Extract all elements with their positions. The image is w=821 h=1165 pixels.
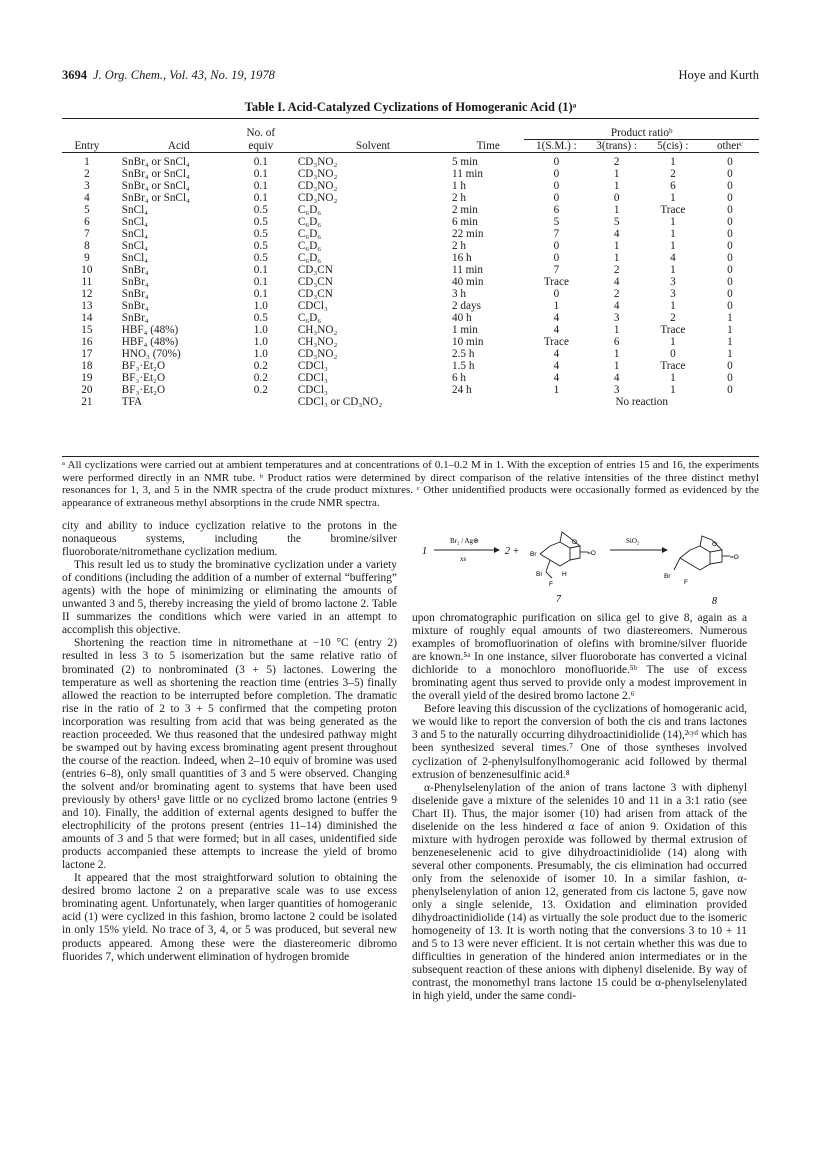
col-p3: 3(trans) :: [588, 140, 645, 153]
table-cell-acid: SnCl₄: [121, 228, 149, 240]
table-row: [62, 228, 759, 240]
table-cell-solvent: CD₃NO₂: [297, 168, 338, 180]
table-cell-acid: HBF₄ (48%): [121, 336, 179, 348]
table-cell-entry: 7: [84, 228, 90, 240]
table-cell-p3: 3: [613, 312, 620, 324]
atom-carbonyl-o: =O: [587, 550, 596, 557]
paragraph: This result led us to study the brominative cyclization under a variety of conditions (including the addition of a number of external “buffering” agents) with the hope of minimizing or eliminating the amounts of unwanted 3 and 5, thereby increasing the yield of bromo lactone 2. Table II summarizes the conditions which were varied in an attempt to accomplish this objective.: [62, 559, 397, 637]
col-equiv: equiv: [248, 139, 274, 152]
table-cell-time: 6 h: [452, 372, 467, 384]
table-cell-time: 2.5 h: [452, 348, 475, 360]
table-cell-p1: 0: [553, 156, 560, 168]
table-cell-entry: 5: [84, 204, 90, 216]
table-row: [62, 336, 759, 348]
table-cell-solvent: CD₃NO₂: [297, 348, 338, 360]
table-cell-entry: 12: [81, 288, 93, 300]
left-column: [62, 520, 397, 964]
table-cell-time: 40 min: [452, 276, 484, 288]
table-cell-solvent: CDCl₃: [297, 300, 328, 312]
page-number: 3694: [62, 68, 87, 82]
table-cell-solvent: C₆D₆: [297, 240, 322, 252]
table-cell-po: 0: [727, 300, 733, 312]
col-time: Time: [476, 139, 500, 152]
table-cell-po: 0: [727, 384, 733, 396]
table-cell-p3: 4: [613, 300, 620, 312]
structure-8: [674, 536, 730, 570]
table-cell-p3: 4: [613, 228, 620, 240]
table-cell-p3: 0: [613, 192, 620, 204]
table-cell-solvent: CH₃NO₂: [297, 324, 338, 336]
table-cell-equiv: 0.5: [253, 216, 268, 228]
table-cell-p3: 1: [613, 324, 620, 336]
table-cell-acid: TFA: [121, 396, 143, 408]
atom-br: Br: [536, 571, 543, 578]
table-cell-acid: SnCl₄: [121, 240, 149, 252]
table-cell-p5: Trace: [660, 324, 686, 336]
table-cell-po: 0: [727, 360, 733, 372]
table-cell-p5: 0: [670, 348, 676, 360]
atom-carbonyl-o: =O: [730, 554, 739, 561]
table-cell-entry: 21: [81, 396, 93, 408]
atom-o: O: [712, 541, 718, 548]
table-cell-p5: 1: [670, 216, 676, 228]
table-cell-time: 40 h: [452, 312, 472, 324]
table-cell-p3: 4: [613, 372, 620, 384]
table-cell-equiv: 1.0: [253, 348, 268, 360]
table-cell-p3: 1: [613, 168, 620, 180]
atom-o: O: [572, 539, 578, 546]
table-cell-entry: 15: [81, 324, 93, 336]
table-cell-time: 2 days: [452, 300, 481, 312]
table-cell-po: 0: [727, 156, 733, 168]
table-cell-solvent: C₆D₆: [297, 216, 322, 228]
table-cell-equiv: [236, 396, 286, 408]
table-cell-solvent: C₆D₆: [297, 252, 322, 264]
table-cell-entry: 3: [84, 180, 90, 192]
table-cell-equiv: 0.2: [253, 384, 268, 396]
table-cell-equiv: 0.5: [253, 228, 268, 240]
table-cell-entry: 17: [81, 348, 93, 360]
table-cell-equiv: 0.1: [253, 288, 268, 300]
table-cell-p3: 3: [613, 384, 620, 396]
table-cell-time: 2 min: [452, 204, 478, 216]
table-cell-time: 10 min: [452, 336, 484, 348]
table-cell-p1: 7: [553, 264, 560, 276]
table-cell-solvent: CDCl₃: [297, 384, 328, 396]
table-cell-p1: 4: [553, 360, 560, 372]
col-product-ratio: Product ratioᵇ: [610, 127, 673, 139]
table-cell-entry: 6: [84, 216, 90, 228]
label-compound-8: 8: [712, 596, 717, 607]
table-cell-equiv: 0.2: [253, 360, 268, 372]
table-cell-p1: 0: [553, 168, 560, 180]
table-cell-time: 11 min: [452, 264, 484, 276]
table-cell-po: 0: [727, 276, 733, 288]
table-cell-solvent: C₆D₆: [297, 228, 322, 240]
table-cell-p5: 1: [670, 336, 676, 348]
table-cell-entry: 18: [81, 360, 93, 372]
table-row: [62, 348, 759, 360]
table-cell-p5: 1: [670, 192, 676, 204]
table-cell-time: 6 min: [452, 216, 478, 228]
table-cell-po: 0: [727, 192, 733, 204]
table-cell-acid: SnBr₄: [121, 312, 149, 324]
table-cell-acid: HNO₃ (70%): [121, 348, 181, 360]
table-cell-note: No reaction: [615, 396, 668, 408]
table-cell-equiv: 0.5: [253, 240, 268, 252]
table-cell-po: 1: [727, 348, 733, 360]
table-top-rule: [62, 118, 759, 119]
table-cell-time: 1 h: [452, 180, 467, 192]
table-cell-po: 1: [727, 324, 733, 336]
table-cell-po: 0: [727, 252, 733, 264]
running-header: [62, 68, 759, 84]
right-column: [412, 612, 747, 1003]
table-cell-acid: SnCl₄: [121, 204, 149, 216]
scheme-drawing: [412, 528, 747, 610]
table-cell-p5: 1: [670, 228, 676, 240]
table-cell-time: 2 h: [452, 240, 467, 252]
table-cell-p1: 4: [553, 312, 560, 324]
table-cell-equiv: 1.0: [253, 336, 268, 348]
table-cell-entry: 13: [81, 300, 93, 312]
table-row: [62, 153, 759, 169]
col-entry: Entry: [74, 139, 100, 152]
table-cell-acid: BF₃·Et₂O: [121, 360, 166, 372]
table-row: [62, 264, 759, 276]
table-cell-acid: SnBr₄ or SnCl₄: [121, 180, 190, 192]
table-cell-p1: 7: [553, 228, 560, 240]
table-cell-equiv: 0.1: [253, 168, 268, 180]
table-cell-equiv: 0.1: [253, 156, 268, 168]
paragraph: upon chromatographic purification on silica gel to give 8, again as a mixture of roughly equal amounts of two diastereomers. Numerous examples of bromofluorination of olefins with bromine/silver fluoride are known.⁵ᵃ In one instance, silver fluoroborate has converted a vicinal dichloride to a monochloro monofluoride.⁵ᵇ The use of excess brominating agent thus served to provide only a modest improvement in the overall yield of the desired bromo lactone 2.⁶: [412, 612, 747, 703]
table-cell-p5: 1: [670, 300, 676, 312]
table-cell-time: 11 min: [452, 168, 484, 180]
table-cell-p5: 1: [670, 384, 676, 396]
table-cell-acid: SnBr₄: [121, 264, 149, 276]
table-cell-time: 3 h: [452, 288, 467, 300]
table-cell-p3: 2: [613, 288, 620, 300]
table-cell-po: 0: [727, 216, 733, 228]
results-table: [62, 127, 759, 408]
table-cell-entry: 19: [81, 372, 93, 384]
table-cell-p3: 1: [613, 240, 620, 252]
table-cell-p5: Trace: [660, 204, 686, 216]
table-cell-equiv: 0.5: [253, 252, 268, 264]
table-row: [62, 240, 759, 252]
table-cell-p1: 0: [553, 288, 560, 300]
table-cell-entry: 20: [81, 384, 93, 396]
col-equiv-top: No. of: [246, 127, 276, 140]
table-cell-p1: 0: [553, 180, 560, 192]
table-row: [62, 252, 759, 264]
table-row: [62, 204, 759, 216]
table-cell-solvent: CD₃NO₂: [297, 180, 338, 192]
table-cell-p1: 1: [553, 384, 560, 396]
table-cell-po: 0: [727, 264, 733, 276]
table-cell-p5: 4: [670, 252, 676, 264]
table-cell-p5: 3: [670, 288, 676, 300]
table-cell-acid: SnCl₄: [121, 252, 149, 264]
table-cell-time: 1 min: [452, 324, 478, 336]
table-cell-time: [448, 396, 524, 408]
table-footnotes: ᵃ All cyclizations were carried out at ambient temperatures and at concentrations of 0.1–0.2 M in 1. With the exception of entries 15 and 16, the experiments were performed directly in an NMR tube. ᵇ Product ratios were determined by direct comparison of the relative intensities of the three distinct methyl resonances for 1, 3, and 5 in the NMR spectra of the crude product mixtures. ᶜ Other unidentified products were occasionally formed as evidenced by the appearance of extraneous methyl absorptions in the crude NMR spectra.: [62, 459, 759, 509]
table-cell-acid: BF₃·Et₂O: [121, 384, 166, 396]
table-cell-solvent: CD₃NO₂: [297, 192, 338, 204]
paragraph: Before leaving this discussion of the cyclizations of homogeranic acid, we would like to report the conversion of both the cis and trans lactones 3 and 5 to the naturally occurring dihydroactinidiolide (14),²ᶜʸᵈ which has been synthesized several times.⁷ One of those syntheses involved cyclization of 2-phenylsulfonylhomogeranic acid followed by thermal extrusion of benzenesulfinic acid.⁸: [412, 703, 747, 781]
paragraph: It appeared that the most straightforward solution to obtaining the desired bromo lactone 2 on a preparative scale was to use excess brominating agent. Unfortunately, when larger quantities of homogeranic acid (1) were cyclized in this fashion, bromo lactone 2 could be isolated in only 15% yield. No trace of 3, 4, or 5 was produced, but several new products appeared. Among these were the diastereomeric dibromo fluorides 7, which underwent elimination of hydrogen bromide: [62, 872, 397, 963]
table-cell-p5: Trace: [660, 360, 686, 372]
paragraph: α-Phenylselenylation of the anion of trans lactone 3 with diphenyl diselenide gave a mixture of the selenides 10 and 11 in a 3:1 ratio (see Chart II). Thus, the major isomer (10) had arisen from attack of the diselenide on the less hindered α face of anion 9. Oxidation of this mixture with hydrogen peroxide was followed by thermal extrusion of benzeneselenenic acid to give dihydroactinidiolide (14) along with several other components. Presumably, the cis elimination had occurred only from the selenoxide of isomer 10. In a similar fashion, α-phenylselenylation of anion 12, generated from cis lactone 5, gave now only a single selenide, 13. Oxidation and elimination provided dihydroactinidiolide (14) as virtually the sole product due to the isomeric homogeneity of 13. It is worth noting that the conversions 3 to 10 + 11 and 5 to 13 were never efficient. It is not certain whether this was due to difficulties in generation of the hindered anion intermediates or in the subsequent reaction of these anions with diphenyl diselenide. By way of contrast, the monomethyl trans lactone 15 could be α-phenylselenylated in high yield, under the same condi-: [412, 781, 747, 1003]
table-cell-po: 1: [727, 312, 733, 324]
table-cell-acid: SnBr₄ or SnCl₄: [121, 192, 190, 204]
table-cell-po: 1: [727, 336, 733, 348]
table-cell-p1: 4: [553, 348, 560, 360]
table-cell-time: 16 h: [452, 252, 472, 264]
table-cell-p1: Trace: [543, 276, 569, 288]
table-cell-solvent: C₆D₆: [297, 204, 322, 216]
table-cell-acid: SnBr₄ or SnCl₄: [121, 156, 190, 168]
table-cell-equiv: 0.1: [253, 180, 268, 192]
table-cell-time: 5 min: [452, 156, 478, 168]
atom-f: F: [549, 581, 553, 588]
table-cell-solvent: CDCl₃ or CD₃NO₂: [297, 396, 383, 408]
table-cell-po: 0: [727, 372, 733, 384]
table-row: [62, 192, 759, 204]
table-cell-acid: SnCl₄: [121, 216, 149, 228]
table-row: [62, 372, 759, 384]
table-cell-p5: 1: [670, 372, 676, 384]
table-cell-acid: SnBr₄: [121, 276, 149, 288]
table-cell-equiv: 0.1: [253, 276, 268, 288]
table-cell-p3: 4: [613, 276, 620, 288]
table-cell-po: 0: [727, 204, 733, 216]
table-cell-p1: 6: [553, 204, 560, 216]
scheme-reagent: Br₂ / Ag⊕: [450, 537, 479, 545]
table-cell-po: 0: [727, 240, 733, 252]
table-cell-acid: SnBr₄: [121, 288, 149, 300]
table-cell-p1: 0: [553, 252, 560, 264]
table-row: [62, 168, 759, 180]
table-cell-po: 0: [727, 168, 733, 180]
table-cell-p3: 1: [613, 348, 620, 360]
table-row: [62, 360, 759, 372]
table-cell-p3: 5: [613, 216, 620, 228]
table-cell-p5: 2: [670, 168, 676, 180]
table-cell-equiv: 1.0: [253, 324, 268, 336]
table-cell-entry: 11: [81, 276, 93, 288]
table-cell-p3: 1: [613, 360, 620, 372]
table-cell-p1: 0: [553, 240, 560, 252]
atom-f: F: [684, 579, 688, 586]
col-p1: 1(S.M.) :: [524, 140, 588, 153]
table-cell-p3: 1: [613, 252, 620, 264]
table-row: [62, 300, 759, 312]
table-cell-time: 24 h: [452, 384, 472, 396]
atom-h: H: [562, 571, 567, 578]
scheme-plus: 2 +: [505, 546, 520, 557]
table-cell-po: 0: [727, 228, 733, 240]
table-cell-p1: 1: [553, 300, 560, 312]
table-cell-entry: 4: [84, 192, 90, 204]
table-row: [62, 312, 759, 324]
table-cell-entry: 2: [84, 168, 90, 180]
table-cell-equiv: 0.1: [253, 264, 268, 276]
table-cell-p3: 1: [613, 180, 620, 192]
table-cell-equiv: 0.2: [253, 372, 268, 384]
atom-br: Br: [664, 573, 671, 580]
label-compound-7: 7: [556, 594, 561, 605]
table-row: [62, 180, 759, 192]
table-cell-p5: 2: [670, 312, 676, 324]
table-cell-time: 2 h: [452, 192, 467, 204]
table-cell-po: 0: [727, 180, 733, 192]
table-cell-entry: 8: [84, 240, 90, 252]
atom-br: Br: [530, 551, 537, 558]
table-cell-time: 22 min: [452, 228, 484, 240]
table-cell-solvent: CD₃CN: [297, 288, 333, 300]
col-other: otherᶜ: [701, 140, 759, 153]
table-cell-entry: 1: [84, 156, 90, 168]
table-cell-p1: 4: [553, 324, 560, 336]
table-cell-p1: 0: [553, 192, 560, 204]
scheme-reagent-excess: xs: [460, 555, 467, 563]
table-row: [62, 396, 759, 408]
table-cell-acid: SnBr₄: [121, 300, 149, 312]
table-cell-entry: 14: [81, 312, 93, 324]
table-cell-equiv: 0.5: [253, 204, 268, 216]
table-cell-p3: 6: [613, 336, 620, 348]
table-cell-p3: 1: [613, 204, 620, 216]
scheme-reactant: 1: [422, 546, 427, 557]
table-cell-p3: 2: [613, 156, 620, 168]
table-cell-equiv: 1.0: [253, 300, 268, 312]
table-cell-p1: 5: [553, 216, 560, 228]
table-cell-time: 1.5 h: [452, 360, 475, 372]
table-cell-solvent: CDCl₃: [297, 372, 328, 384]
reaction-scheme: [412, 528, 747, 610]
table-cell-p1: 4: [553, 372, 560, 384]
table-cell-po: 0: [727, 288, 733, 300]
table-cell-p5: 6: [670, 180, 676, 192]
table-cell-equiv: 0.1: [253, 192, 268, 204]
table-row: [62, 324, 759, 336]
table-cell-solvent: CH₃NO₂: [297, 336, 338, 348]
scheme-reagent-silica: SiO₂: [626, 537, 640, 545]
table-row: [62, 216, 759, 228]
table-cell-equiv: 0.5: [253, 312, 268, 324]
table-cell-solvent: C₆D₆: [297, 312, 322, 324]
table-cell-p3: 2: [613, 264, 620, 276]
table-cell-p5: 1: [670, 264, 676, 276]
table-cell-solvent: CD₃NO₂: [297, 156, 338, 168]
table-cell-entry: 10: [81, 264, 93, 276]
journal-citation: J. Org. Chem., Vol. 43, No. 19, 1978: [93, 68, 275, 82]
table-cell-p5: 1: [670, 156, 676, 168]
table-cell-acid: HBF₄ (48%): [121, 324, 179, 336]
table-cell-solvent: CD₃CN: [297, 264, 333, 276]
paragraph: city and ability to induce cyclization relative to the protons in the nonaqueous systems, including the bromine/silver fluoroborate/nitromethane cyclization medium.: [62, 520, 397, 559]
table-cell-acid: BF₃·Et₂O: [121, 372, 166, 384]
table-cell-p5: 3: [670, 276, 676, 288]
table-cell-acid: SnBr₄ or SnCl₄: [121, 168, 190, 180]
table-row: [62, 288, 759, 300]
table-row: [62, 384, 759, 396]
table-row: [62, 276, 759, 288]
col-solvent: Solvent: [355, 139, 391, 152]
col-acid: Acid: [167, 139, 190, 152]
table-bottom-rule: [62, 456, 759, 457]
paragraph: Shortening the reaction time in nitromethane at −10 °C (entry 2) resulted in less 3 to 5 isomerization but the same relative ratio of brominated (2) to nonbrominated (3 + 5) lactones. Lowering the temperature as well as shortening the reaction time (entries 3–5) finally allowed the reaction to be interrupted before completion. The dramatic rise in the ratio of 2 to 3 + 5 confirmed that the competing proton incorporation was resulting from acid that was being generated as the reaction proceeded. We thus reasoned that the undesired pathway might be swamped out by having excess brominating agent present throughout the course of the reaction. Indeed, when 2–10 equiv of bromine was used (entries 6–8), only small quantities of 3 and 5 were observed. Changing the solvent and/or brominating agent to systems that have been used previously by others¹ gave little or no cyclized bromo lactone (entries 9 and 10). Finally, the addition of external agents designed to buffer the electrophilicity of the protons present (entries 11–14) diminished the amounts of 3 and 5 that were formed; but in all cases, unidentified side products accompanied these attempts to increase the yield of bromo lactone 2.: [62, 637, 397, 872]
authors: Hoye and Kurth: [678, 68, 759, 82]
table-cell-solvent: CDCl₃: [297, 360, 328, 372]
table-cell-entry: 9: [84, 252, 90, 264]
table-cell-entry: 16: [81, 336, 93, 348]
table-cell-p1: Trace: [543, 336, 569, 348]
col-p5: 5(cis) :: [645, 140, 701, 153]
table-cell-solvent: CD₃CN: [297, 276, 333, 288]
table-cell-p5: 1: [670, 240, 676, 252]
table-title: Table I. Acid-Catalyzed Cyclizations of Homogeranic Acid (1)ᵃ: [244, 100, 577, 114]
